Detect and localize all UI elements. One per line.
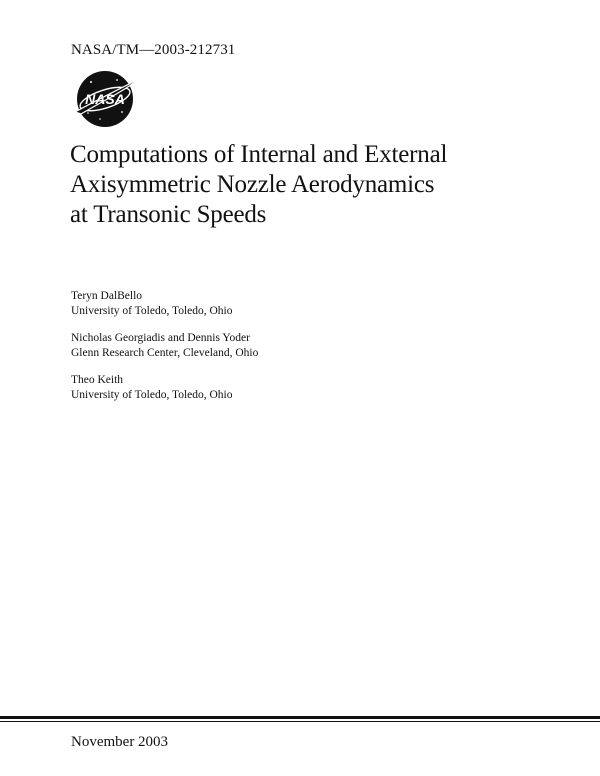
title-line: Computations of Internal and External: [70, 141, 448, 168]
document-title: [70, 140, 447, 230]
author-names: Nicholas Georgiadis and Dennis Yoder: [71, 332, 250, 344]
title-line: Axisymmetric Nozzle Aerodynamics: [70, 171, 435, 198]
author-affiliation: University of Toledo, Toledo, Ohio: [71, 389, 233, 401]
author-names: Teryn DalBello: [71, 290, 143, 302]
author-group: [71, 331, 258, 361]
publication-date: November 2003: [71, 734, 169, 750]
author-affiliation: University of Toledo, Toledo, Ohio: [71, 305, 233, 317]
footer-rule-thin: [0, 721, 600, 722]
author-group: [71, 373, 258, 403]
nasa-wordmark: NASA: [85, 91, 125, 107]
author-group: [71, 289, 258, 319]
author-affiliation: Glenn Research Center, Cleveland, Ohio: [71, 347, 259, 359]
title-line: at Transonic Speeds: [70, 201, 267, 228]
author-names: Theo Keith: [71, 374, 124, 386]
nasa-logo-icon: [71, 68, 143, 130]
author-list: [71, 289, 258, 415]
report-number: NASA/TM—2003-212731: [71, 42, 236, 58]
footer-rule-thick: [0, 716, 600, 719]
